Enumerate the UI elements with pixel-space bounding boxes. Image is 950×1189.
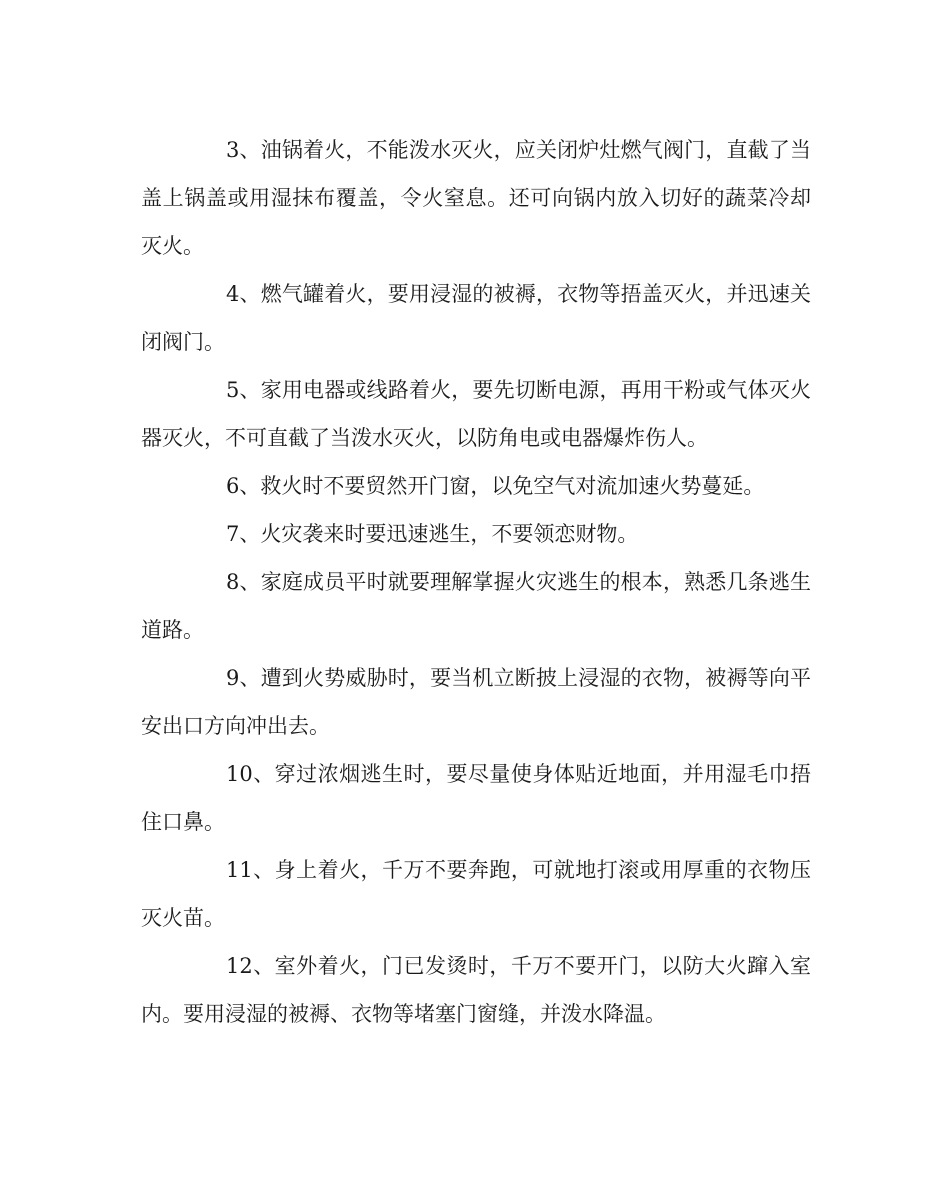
paragraph-item-9: 9、遭到火势威胁时，要当机立断披上浸湿的衣物，被褥等向平安出口方向冲出去。 — [141, 666, 811, 738]
paragraph-item-5: 5、家用电器或线路着火，要先切断电源，再用干粉或气体灭火器灭火，不可直截了当泼水灭火，以防角电或电器爆炸伤人。 — [141, 378, 811, 450]
paragraph-item-3: 3、油锅着火，不能泼水灭火，应关闭炉灶燃气阀门，直截了当盖上锅盖或用湿抹布覆盖，令火窒息。还可向锅内放入切好的蔬菜冷却灭火。 — [141, 138, 811, 258]
paragraph-item-6: 6、救火时不要贸然开门窗，以免空气对流加速火势蔓延。 — [226, 474, 765, 498]
paragraph-item-7: 7、火灾袭来时要迅速逃生，不要领恋财物。 — [226, 522, 639, 546]
paragraph-item-11: 11、身上着火，千万不要奔跑，可就地打滚或用厚重的衣物压灭火苗。 — [141, 858, 811, 930]
paragraph-item-8: 8、家庭成员平时就要理解掌握火灾逃生的根本，熟悉几条逃生道路。 — [141, 570, 811, 642]
document-body — [141, 126, 811, 1038]
paragraph-item-10: 10、穿过浓烟逃生时，要尽量使身体贴近地面，并用湿毛巾捂住口鼻。 — [141, 762, 811, 834]
paragraph-item-4: 4、燃气罐着火，要用浸湿的被褥，衣物等捂盖灭火，并迅速关闭阀门。 — [141, 282, 811, 354]
paragraph-item-12: 12、室外着火，门已发烫时，千万不要开门，以防大火蹿入室内。要用浸湿的被褥、衣物等堵塞门窗缝，并泼水降温。 — [141, 954, 811, 1026]
